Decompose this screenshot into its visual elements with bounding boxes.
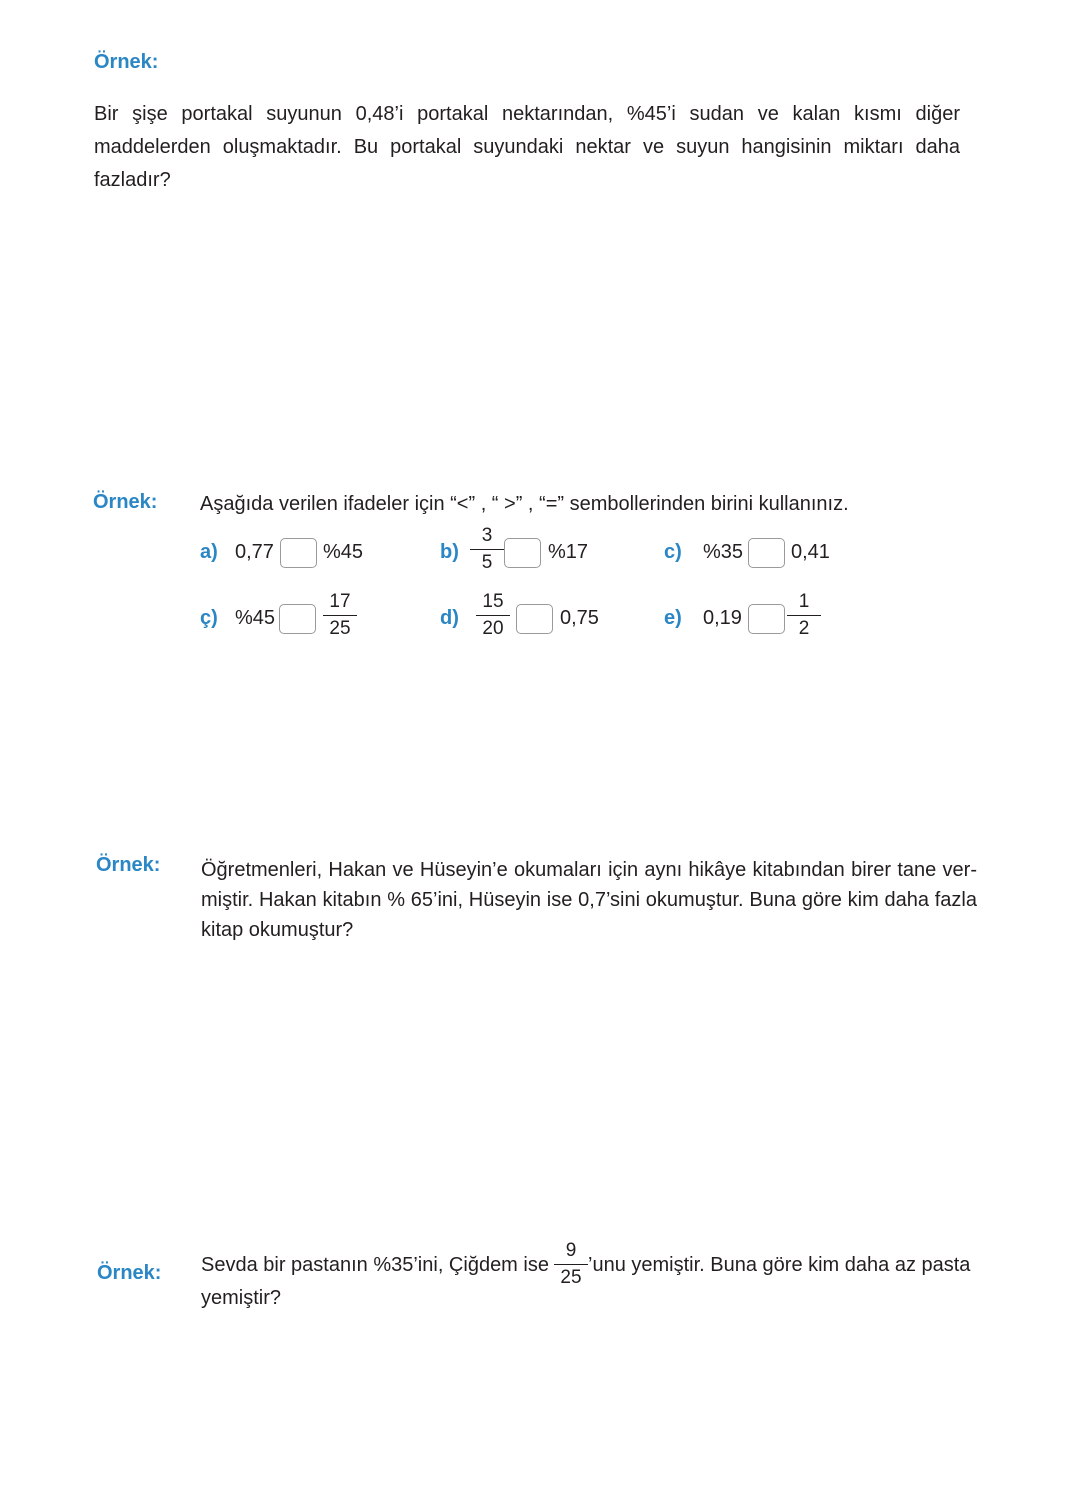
item-a-letter: a)	[200, 541, 218, 563]
item-b-numerator: 3	[470, 525, 504, 550]
item-c-cedilla-denominator: 25	[329, 618, 351, 639]
item-b-fraction	[470, 525, 504, 574]
example-2-instruction: Aşağıda verilen ifadeler için “<” , “ >” , “=” sembollerinden birini kullanınız.	[200, 493, 849, 515]
item-a-left: 0,77	[235, 541, 274, 563]
example-1-text: Bir şişe portakal suyunun 0,48’i portakal nektarından, %45’i sudan ve kalan kısmı diğer maddelerden oluşmaktadır. Bu portakal suyundaki nektar ve suyun hangisinin miktarı daha fazladır?	[94, 103, 960, 191]
item-e-letter: e)	[664, 607, 682, 629]
example-4-fraction	[554, 1240, 588, 1289]
item-c-answer-box[interactable]	[748, 538, 785, 568]
example-4-numerator: 9	[554, 1240, 588, 1265]
item-c-letter: c)	[664, 541, 682, 563]
item-c-cedilla-letter: ç)	[200, 607, 218, 629]
example-4-line-2: yemiştir?	[201, 1287, 282, 1309]
item-d-right: 0,75	[560, 607, 599, 629]
item-c-right: 0,41	[791, 541, 830, 563]
item-d-answer-box[interactable]	[516, 604, 553, 634]
item-d-letter: d)	[440, 607, 459, 629]
item-b-answer-box[interactable]	[504, 538, 541, 568]
item-d-numerator: 15	[476, 591, 510, 616]
example-1-label: Örnek:	[94, 51, 159, 73]
item-e-denominator: 2	[798, 618, 810, 639]
item-c-cedilla-left: %45	[235, 607, 276, 629]
item-b-letter: b)	[440, 541, 459, 563]
item-c-left: %35	[703, 541, 744, 563]
item-d-fraction	[476, 591, 510, 640]
item-e-numerator: 1	[787, 591, 821, 616]
example-4-text-before: Sevda bir pastanın %35’ini, Çiğdem ise	[201, 1254, 549, 1276]
example-4-denominator: 25	[560, 1267, 582, 1288]
item-e-fraction	[787, 591, 821, 640]
item-a-answer-box[interactable]	[280, 538, 317, 568]
item-e-left: 0,19	[703, 607, 742, 629]
example-3-text: Öğretmenleri, Hakan ve Hüseyin’e okumaları için aynı hikâye kitabından birer tane ver-miştir. Hakan kitabın % 65’ini, Hüseyin ise 0,7’sini okumuştur. Buna göre kim daha fazla kitap okumuştur?	[201, 859, 977, 941]
item-b-right: %17	[548, 541, 589, 563]
item-c-cedilla-numerator: 17	[323, 591, 357, 616]
item-b-denominator: 5	[481, 552, 493, 573]
example-4-text-after: ’unu yemiştir. Buna göre kim daha az pasta	[588, 1254, 971, 1276]
item-d-denominator: 20	[482, 618, 504, 639]
example-2-label: Örnek:	[93, 491, 158, 513]
example-3-label: Örnek:	[96, 854, 161, 876]
item-a-right: %45	[323, 541, 364, 563]
item-e-answer-box[interactable]	[748, 604, 785, 634]
item-c-cedilla-fraction	[323, 591, 357, 640]
example-4-label: Örnek:	[97, 1262, 162, 1284]
item-c-cedilla-answer-box[interactable]	[279, 604, 316, 634]
